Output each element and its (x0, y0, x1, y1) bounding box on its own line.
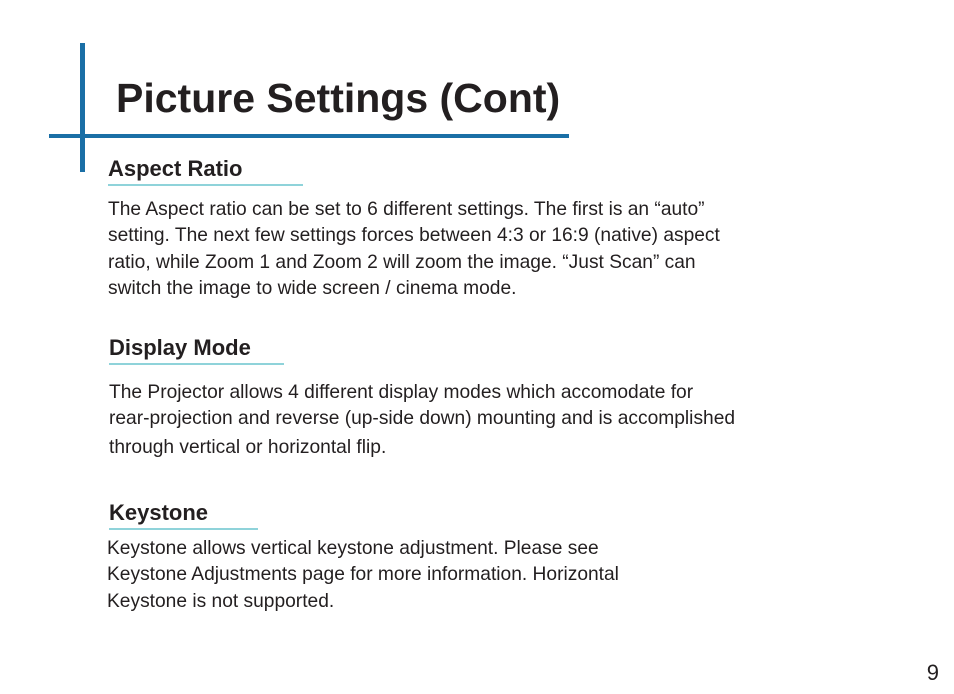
body-line: ratio, while Zoom 1 and Zoom 2 will zoom the image. “Just Scan” can (108, 251, 696, 273)
accent-horizontal-bar (49, 134, 569, 138)
body-line: switch the image to wide screen / cinema mode. (108, 277, 517, 299)
section-heading: Keystone (109, 500, 209, 525)
page-number: 9 (926, 660, 939, 685)
body-line: through vertical or horizontal flip. (109, 436, 387, 458)
section-keystone (109, 500, 619, 615)
body-line: rear-projection and reverse (up-side down) mounting and is accomplished (109, 408, 736, 430)
section-heading: Aspect Ratio (108, 156, 243, 181)
page-title: Picture Settings (Cont) (116, 75, 561, 121)
body-line: Keystone is not supported. (107, 590, 335, 612)
accent-vertical-bar (80, 43, 85, 172)
body-line: The Aspect ratio can be set to 6 different settings. The first is an “auto” (108, 199, 705, 220)
body-line: Keystone allows vertical keystone adjustment. Please see (107, 538, 599, 559)
section-display-mode (109, 335, 735, 461)
body-line: The Projector allows 4 different display modes which accomodate for (109, 382, 694, 403)
body-line: setting. The next few settings forces between 4:3 or 16:9 (native) aspect (108, 225, 720, 247)
section-aspect-ratio (108, 156, 720, 302)
section-heading: Display Mode (109, 335, 251, 360)
body-line: Keystone Adjustments page for more information. Horizontal (107, 564, 619, 586)
